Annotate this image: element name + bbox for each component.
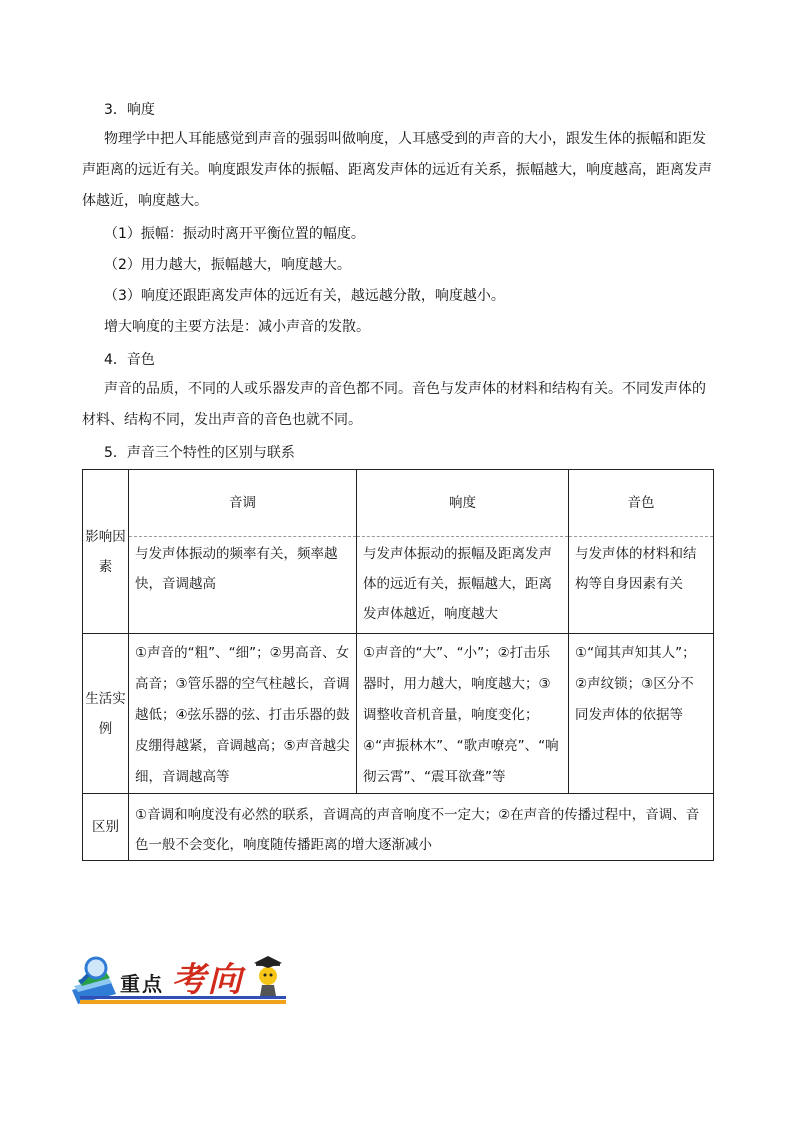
section3-heading: 3．响度 [104,102,155,118]
column-header-timbre: 音色 [569,470,714,537]
influence-loudness: 与发声体振动的振幅及距离发声体的远近有关，振幅越大，距离发声体越近，响度越大 [357,537,569,634]
row-label-difference: 区别 [83,794,129,861]
section3-paragraph: 物理学中把人耳能感觉到声音的强弱叫做响度，人耳感受到的声音的大小，跟发生体的振幅和距发声距离的远近有关。响度跟发声体的振幅、距离发声体的远近有关系，振幅越大，响度越高，距离发声体越近，响度越大。 [82,131,712,209]
section3-method: 增大响度的主要方法是：减小声音的发散。 [104,319,370,335]
column-header-loudness: 响度 [357,470,569,537]
difference-text: ①音调和响度没有必然的联系，音调高的声音响度不一定大；②在声音的传播过程中，音调、音色一般不会变化，响度随传播距离的增大逐渐减小 [129,794,714,861]
graduate-mascot-icon [254,956,282,996]
section3-item-1: （1）振幅：振动时离开平衡位置的幅度。 [104,226,365,242]
section4-heading: 4．音色 [104,352,155,368]
section5-heading: 5．声音三个特性的区别与联系 [104,445,295,461]
column-header-pitch: 音调 [129,470,357,537]
comparison-table [82,469,714,861]
influence-timbre: 与发声体的材料和结构等自身因素有关 [569,537,714,634]
key-points-banner-title [120,952,244,1001]
row-label-influence: 影响因素 [83,470,129,634]
banner-title-small: 重点 [120,972,164,996]
examples-loudness: ①声音的“大”、“小”；②打击乐器时，用力越大，响度越大；③调整收音机音量，响度变化；④“声振林木”、“歌声嘹亮”、“响彻云霄”、“震耳欲聋”等 [357,634,569,794]
row-label-examples: 生活实例 [83,634,129,794]
examples-pitch: ①声音的“粗”、“细”；②男高音、女高音；③管乐器的空气柱越长，音调越低；④弦乐器的弦、打击乐器的鼓皮绷得越紧，音调越高；⑤声音越尖细，音调越高等 [129,634,357,794]
banner-title-big: 考向 [171,960,244,1000]
influence-pitch: 与发声体振动的频率有关，频率越快，音调越高 [129,537,357,634]
section3-item-2: （2）用力越大，振幅越大，响度越大。 [104,257,351,273]
section4-paragraph: 声音的品质，不同的人或乐器发声的音色都不同。音色与发声体的材料和结构有关。不同发声体的材料、结构不同，发出声音的音色也就不同。 [82,381,706,428]
examples-timbre: ①“闻其声知其人”；②声纹锁；③区分不同发声体的依据等 [569,634,714,794]
section3-item-3: （3）响度还跟距离发声体的远近有关，越远越分散，响度越小。 [104,288,505,304]
